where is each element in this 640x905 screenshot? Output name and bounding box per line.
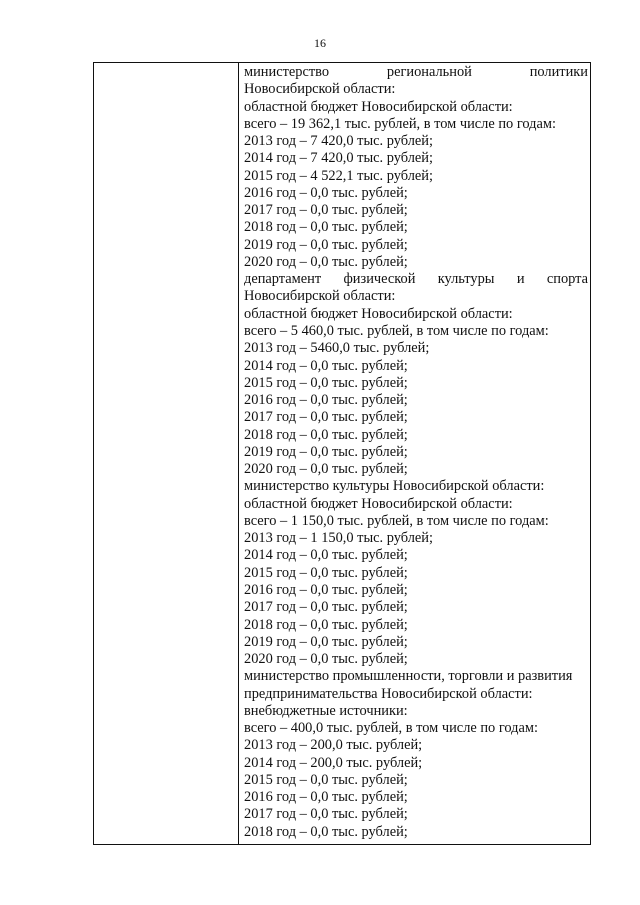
table-left-cell (94, 63, 239, 844)
funding-line: 2016 год – 0,0 тыс. рублей; (244, 392, 408, 409)
funding-line: 2019 год – 0,0 тыс. рублей; (244, 236, 408, 253)
funding-line: 2020 год – 0,0 тыс. рублей; (244, 651, 408, 668)
funding-line: 2018 год – 0,0 тыс. рублей; (244, 426, 408, 443)
funding-line: предпринимательства Новосибирской области: (244, 685, 533, 702)
funding-line: 2019 год – 0,0 тыс. рублей; (244, 633, 408, 650)
funding-line: 2014 год – 0,0 тыс. рублей; (244, 547, 408, 564)
funding-line: 2017 год – 0,0 тыс. рублей; (244, 409, 408, 426)
funding-line: 2015 год – 0,0 тыс. рублей; (244, 374, 408, 391)
funding-line: областной бюджет Новосибирской области: (244, 495, 513, 512)
funding-line: 2013 год – 1 150,0 тыс. рублей; (244, 530, 433, 547)
funding-table (93, 62, 591, 845)
funding-line: министерство промышленности, торговли и развития (244, 668, 573, 685)
funding-line: министерство культуры Новосибирской области: (244, 478, 545, 495)
funding-line: 2016 год – 0,0 тыс. рублей; (244, 789, 408, 806)
funding-line: 2020 год – 0,0 тыс. рублей; (244, 253, 408, 270)
funding-line: 2015 год – 0,0 тыс. рублей; (244, 564, 408, 581)
funding-line: 2017 год – 0,0 тыс. рублей; (244, 202, 408, 219)
funding-line: Новосибирской области: (244, 288, 396, 305)
funding-line: 2014 год – 200,0 тыс. рублей; (244, 754, 423, 771)
funding-line: 2017 год – 0,0 тыс. рублей; (244, 599, 408, 616)
funding-line: 2018 год – 0,0 тыс. рублей; (244, 616, 408, 633)
funding-line: всего – 19 362,1 тыс. рублей, в том числе по годам: (244, 115, 556, 132)
funding-line: департамент физической культуры и спорта (244, 271, 588, 288)
funding-line: 2015 год – 4 522,1 тыс. рублей; (244, 167, 433, 184)
funding-line: всего – 1 150,0 тыс. рублей, в том числе по годам: (244, 512, 549, 529)
table-right-cell (239, 63, 590, 844)
funding-line: 2013 год – 7 420,0 тыс. рублей; (244, 133, 433, 150)
funding-line: 2019 год – 0,0 тыс. рублей; (244, 443, 408, 460)
funding-line: областной бюджет Новосибирской области: (244, 98, 513, 115)
funding-line: всего – 400,0 тыс. рублей, в том числе по годам: (244, 720, 538, 737)
funding-line: 2020 год – 0,0 тыс. рублей; (244, 461, 408, 478)
funding-line: 2015 год – 0,0 тыс. рублей; (244, 771, 408, 788)
funding-line: внебюджетные источники: (244, 702, 408, 719)
funding-line: областной бюджет Новосибирской области: (244, 305, 513, 322)
page-number: 16 (314, 36, 326, 50)
funding-line: министерство региональной политики (244, 64, 588, 80)
funding-line: 2013 год – 5460,0 тыс. рублей; (244, 340, 430, 357)
funding-line: 2018 год – 0,0 тыс. рублей; (244, 219, 408, 236)
funding-line: Новосибирской области: (244, 81, 396, 98)
funding-line: 2014 год – 7 420,0 тыс. рублей; (244, 150, 433, 167)
funding-line: 2016 год – 0,0 тыс. рублей; (244, 184, 408, 201)
funding-line: 2014 год – 0,0 тыс. рублей; (244, 357, 408, 374)
funding-line: 2017 год – 0,0 тыс. рублей; (244, 806, 408, 823)
funding-line: всего – 5 460,0 тыс. рублей, в том числе по годам: (244, 322, 549, 339)
funding-line: 2018 год – 0,0 тыс. рублей; (244, 823, 408, 840)
funding-line: 2016 год – 0,0 тыс. рублей; (244, 581, 408, 598)
funding-line: 2013 год – 200,0 тыс. рублей; (244, 737, 423, 754)
